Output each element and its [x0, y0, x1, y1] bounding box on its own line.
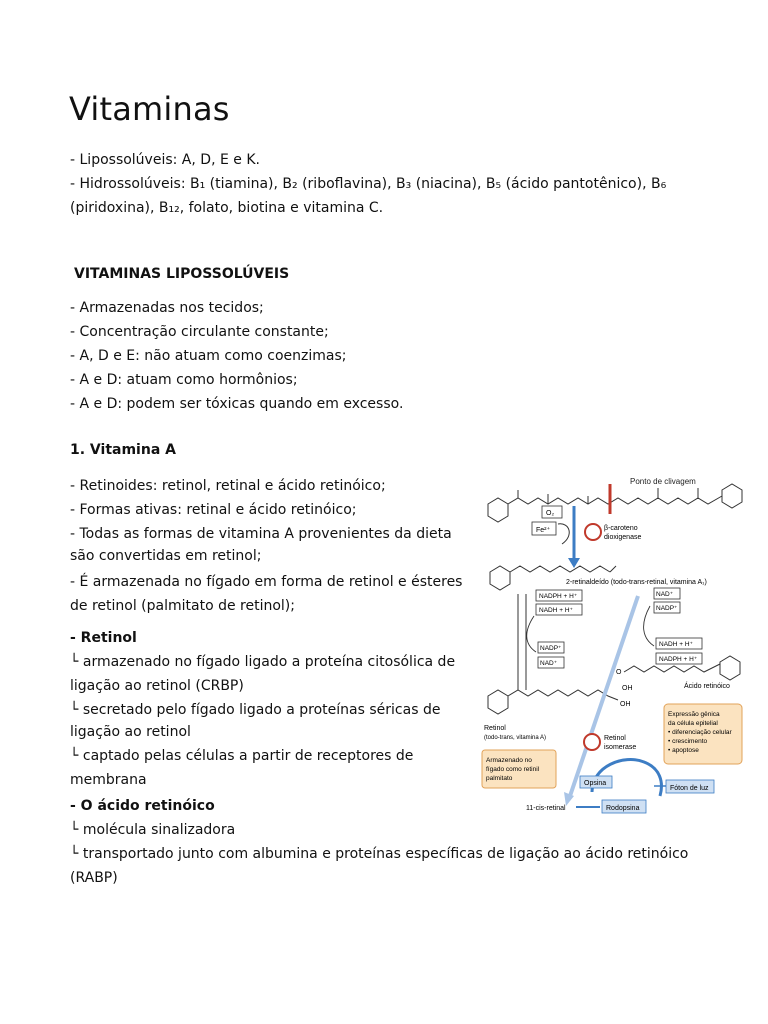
vitamin-a-metabolism-diagram — [474, 466, 756, 826]
expr-line: • apoptose — [668, 747, 699, 754]
isomerization-arrow — [570, 596, 638, 796]
cofactor-label: NADPH + H⁺ — [539, 593, 578, 600]
list-item: - Armazenadas nos tecidos; — [70, 300, 264, 316]
arc-arrow — [558, 524, 569, 544]
arc-arrow — [527, 616, 536, 652]
acid-label: Ácido retinóico — [684, 683, 730, 690]
text-line: ligação ao retinol (CRBP) — [70, 678, 244, 694]
list-item: - A, D e E: não atuam como coenzimas; — [70, 348, 347, 364]
text-line: └ secretado pelo fígado ligado a proteínas séricas de — [70, 702, 441, 718]
retinol-label-1: Retinol — [484, 725, 506, 732]
o2-label: O₂ — [546, 510, 555, 517]
fe-label: Fe²⁺ — [536, 527, 551, 534]
cleavage-label: Ponto de clivagem — [630, 477, 696, 486]
arc-arrow — [644, 606, 654, 646]
isomerase-label-1: Retinol — [604, 735, 626, 742]
rhodopsin-label: Rodopsina — [606, 805, 640, 812]
cofactor-label: NADP⁺ — [656, 605, 678, 612]
text-line: └ captado pelas células a partir de receptores de — [70, 748, 414, 764]
section-heading-vitamina-a: 1. Vitamina A — [70, 442, 176, 458]
text-line: - É armazenada no fígado em forma de retinol e ésteres — [70, 574, 463, 590]
cofactor-label: NAD⁺ — [656, 591, 674, 598]
dioxygenase-label-1: β-caroteno — [604, 525, 638, 532]
isomerase-label-2: isomerase — [604, 744, 637, 751]
dioxygenase-label-2: dioxigenase — [604, 534, 642, 541]
cis-retinal-label: 11-cis-retinal — [526, 805, 566, 812]
store-line: palmitato — [486, 775, 513, 782]
subheading-retinol: - Retinol — [70, 630, 137, 646]
cofactor-label: NADP⁺ — [540, 645, 562, 652]
oh-retinol-label: OH — [620, 701, 631, 708]
text-line: ligação ao retinol — [70, 724, 191, 740]
retinol-label-2: (todo-trans, vitamina A) — [484, 735, 547, 741]
enzyme-icon — [585, 524, 601, 540]
photon-label: Fóton de luz — [670, 785, 709, 792]
retinal-label: 2-retinaldeído (todo-trans-retinal, vitamina A₁) — [566, 579, 707, 586]
list-item: - A e D: podem ser tóxicas quando em excesso. — [70, 396, 404, 412]
store-line: Armazenado no — [486, 757, 532, 764]
intro-lipossoluveis: - Lipossolúveis: A, D, E e K. — [70, 152, 260, 168]
intro-hidrossoluveis: - Hidrossolúveis: B₁ (tiamina), B₂ (riboflavina), B₃ (niacina), B₅ (ácido pantotênico), B₆ — [70, 176, 667, 192]
text-line: └ transportado junto com albumina e proteínas específicas de ligação ao ácido retinóico — [70, 846, 689, 862]
intro-hidrossoluveis-cont: (piridoxina), B₁₂, folato, biotina e vitamina C. — [70, 200, 384, 216]
expr-line: • crescimento — [668, 738, 708, 745]
page-title: Vitaminas — [69, 90, 230, 128]
list-item: - Concentração circulante constante; — [70, 324, 329, 340]
cofactor-label: NADH + H⁺ — [539, 607, 573, 614]
oh-acid-label: OH — [622, 685, 633, 692]
expr-line: Expressão gênica — [668, 711, 720, 718]
list-item: - A e D: atuam como hormônios; — [70, 372, 298, 388]
cofactor-label: NADPH + H⁺ — [659, 656, 698, 663]
section-heading-lipossoluveis: VITAMINAS LIPOSSOLÚVEIS — [74, 266, 290, 282]
text-line: - Formas ativas: retinal e ácido retinóico; — [70, 502, 357, 518]
cofactor-label: NAD⁺ — [540, 660, 558, 667]
retinal-molecule — [490, 566, 616, 590]
text-line: são convertidas em retinol; — [70, 548, 262, 564]
enzyme-icon — [584, 734, 600, 750]
text-line: └ molécula sinalizadora — [70, 822, 236, 838]
o-label: O — [616, 669, 622, 676]
opsin-label: Opsina — [584, 780, 607, 787]
text-line: - Todas as formas de vitamina A provenientes da dieta — [70, 526, 452, 542]
text-line: └ armazenado no fígado ligado a proteína citosólica de — [70, 654, 456, 670]
text-line: (RABP) — [70, 870, 118, 886]
text-line: de retinol (palmitato de retinol); — [70, 598, 295, 614]
expr-line: • diferenciação celular — [668, 729, 732, 736]
store-line: fígado como retinil — [486, 766, 540, 773]
subheading-acido-retinoico: - O ácido retinóico — [70, 798, 215, 814]
expr-line: da célula epitelial — [668, 720, 718, 727]
text-line: - Retinoides: retinol, retinal e ácido retinóico; — [70, 478, 386, 494]
text-line: membrana — [70, 772, 147, 788]
beta-carotene-molecule — [488, 484, 742, 522]
cofactor-label: NADH + H⁺ — [659, 641, 693, 648]
